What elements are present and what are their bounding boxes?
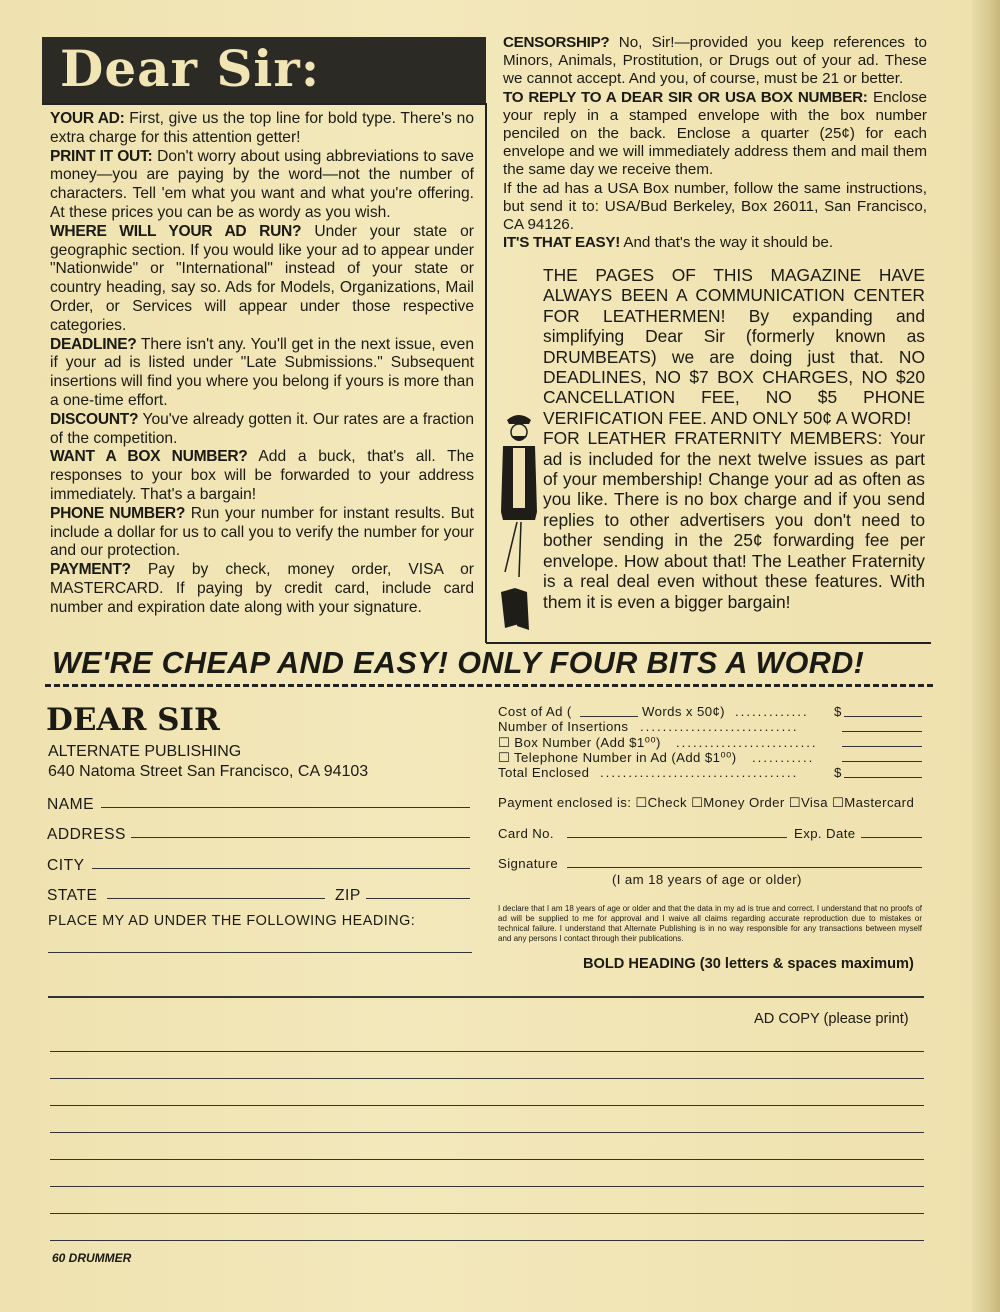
- heading-field[interactable]: [48, 952, 472, 953]
- right-column: [503, 34, 927, 252]
- paragraph: [543, 428, 925, 612]
- leader-dots: ............................: [640, 719, 799, 734]
- ad-copy-line[interactable]: [50, 1105, 924, 1106]
- paragraph-heading: PAYMENT?: [50, 561, 131, 579]
- box-number-option[interactable]: ☐ Box Number (Add $1⁰⁰): [498, 735, 661, 750]
- ad-copy-line[interactable]: [50, 1240, 924, 1241]
- ad-copy-line[interactable]: [50, 1159, 924, 1160]
- publisher-address: 640 Natoma Street San Francisco, CA 94103: [48, 763, 369, 780]
- page-edge: [972, 0, 1000, 1312]
- paragraph: [50, 505, 474, 561]
- ad-copy-line[interactable]: [50, 1132, 924, 1133]
- leader-dots: .............: [735, 704, 809, 719]
- total-dollar: $: [834, 765, 842, 780]
- paragraph-text: There isn't any. You'll get in the next issue, even if your ad is listed under "Late Submissions." Subsequent insertions will find you where you belong if yours is more than a one-time effort.: [50, 335, 474, 409]
- slogan-headline: WE'RE CHEAP AND EASY! ONLY FOUR BITS A WORD!: [52, 646, 865, 680]
- insertions-field[interactable]: [842, 731, 922, 732]
- paragraph-heading: DEADLINE?: [50, 335, 137, 353]
- banner-title: Dear Sir:: [60, 39, 321, 98]
- paragraph: [50, 336, 474, 411]
- paragraph-heading: IT'S THAT EASY!: [503, 234, 620, 252]
- leader-dots: .........................: [676, 735, 818, 750]
- paragraph-text: Your ad is included for the next twelve issues as part of your membership! Change your ad as often as you like. There is no box charge and if you send replies to other advertisers you don't need to bother sending in the 25¢ forwarding fee per envelope. How about that! The Leather Fraternity is a real deal even without these features. With them it is even a bigger bargain!: [543, 428, 925, 612]
- column-divider: [485, 103, 487, 643]
- paragraph: [50, 561, 474, 617]
- zip-field[interactable]: [366, 898, 470, 899]
- announcement-text: [543, 265, 925, 612]
- paragraph: [50, 223, 474, 336]
- heading-label: PLACE MY AD UNDER THE FOLLOWING HEADING:: [48, 913, 416, 929]
- bold-heading-field[interactable]: [48, 996, 924, 998]
- cost-words-label: Words x 50¢): [642, 704, 725, 719]
- exp-date-label: Exp. Date: [794, 826, 856, 841]
- section-rule: [486, 642, 931, 644]
- paragraph-heading: YOUR AD:: [50, 110, 125, 127]
- paragraph-text: If the ad has a USA Box number, follow the same instructions, but send it to: USA/Bud Berkeley, Box 26011, San Francisco, CA 94126.: [503, 179, 927, 234]
- paragraph-heading: PRINT IT OUT:: [50, 147, 153, 165]
- paragraph: [543, 265, 925, 428]
- payment-options[interactable]: Payment enclosed is: ☐Check ☐Money Order ☐Visa ☐Mastercard: [498, 795, 915, 810]
- paragraph-text: Under your state or geographic section. If you would like your ad to appear under "Nationwide" or "International" instead of your state or country heading, say so. Ads for Models, Organizations, Mail Order, or Services will appear under those respective categories.: [50, 222, 474, 334]
- paragraph-text: Run your number for instant results. But include a dollar for us to call you to verify the number for your and our protection.: [50, 504, 474, 560]
- paragraph-text: Enclose your reply in a stamped envelope with the box number penciled on the back. Enclose a quarter (25¢) for each envelope and we will immediately address them and mail them the same day we receive them.: [503, 88, 927, 179]
- banner-underline: [42, 103, 486, 105]
- word-count-field[interactable]: [580, 716, 638, 717]
- page-footer: 60 DRUMMER: [52, 1251, 132, 1265]
- paragraph-text: Add a buck, that's all. The responses to your box will be forwarded to your address immediately. That's a bargain!: [50, 448, 474, 503]
- box-number-field[interactable]: [842, 746, 922, 747]
- paragraph-text: First, give us the top line for bold type. There's no extra charge for this attention getter!: [50, 110, 474, 146]
- paragraph-text: No, Sir!—provided you keep references to Minors, Animals, Prostitution, or Drugs out of your ad. These we cannot accept. And you, of course, must be 21 or better.: [503, 34, 927, 88]
- age-note: (I am 18 years of age or older): [612, 872, 802, 887]
- telephone-field[interactable]: [842, 761, 922, 762]
- paragraph-text: Don't worry about using abbreviations to save money—you are paying by the word—not the number of characters. Tell 'em what you want and what you're offering. At these prices you can be as wordy as you wish.: [50, 147, 474, 221]
- paragraph-text: And that's the way it should be.: [619, 234, 834, 252]
- left-column: [50, 110, 474, 618]
- total-field[interactable]: [844, 777, 922, 778]
- paragraph: [50, 110, 474, 148]
- telephone-option[interactable]: ☐ Telephone Number in Ad (Add $1⁰⁰): [498, 750, 737, 765]
- paragraph-text: Pay by check, money order, VISA or MASTERCARD. If paying by credit card, include card number and expiration date along with your signature.: [50, 561, 474, 616]
- paragraph: [503, 180, 927, 235]
- cost-dollar: $: [834, 704, 842, 719]
- paragraph-text: You've already gotten it. Our rates are a fraction of the competition.: [50, 410, 474, 447]
- form-title: DEAR SIR: [46, 702, 220, 738]
- paragraph-heading: PHONE NUMBER?: [50, 504, 186, 522]
- state-field[interactable]: [107, 898, 325, 899]
- paragraph-heading: WHERE WILL YOUR AD RUN?: [50, 222, 302, 240]
- total-label: Total Enclosed: [498, 765, 590, 780]
- ad-copy-line[interactable]: [50, 1186, 924, 1187]
- ad-copy-label: AD COPY (please print): [754, 1011, 909, 1027]
- leader-dots: ...................................: [600, 765, 799, 780]
- publisher-name: ALTERNATE PUBLISHING: [48, 743, 242, 760]
- paragraph-text: THE PAGES OF THIS MAGAZINE HAVE ALWAYS BEEN A COMMUNICATION CENTER FOR LEATHERMEN! By expanding and simplifying Dear Sir (formerly known as DRUMBEATS) we are doing just that. NO DEADLINES, NO $7 BOX CHARGES, NO $20 CANCELLATION FEE, NO $5 PHONE VERIFICATION FEE. AND ONLY 50¢ A WORD!: [543, 265, 925, 428]
- card-number-label: Card No.: [498, 826, 554, 841]
- state-label: STATE: [47, 887, 98, 904]
- declaration-text: I declare that I am 18 years of age or older and that the data in my ad is true and correct. I understand that no proofs of ad will be supplied to me for approval and I waive all claims regarding accurate reproduction due to mistakes or technical failure. I understand that Alternate Publishing is in no way responsible for any transactions between myself and any persons I contact through their publications.: [498, 904, 922, 943]
- signature-field[interactable]: [567, 867, 922, 868]
- paragraph: [503, 89, 927, 180]
- city-field[interactable]: [92, 868, 470, 869]
- cut-line: [45, 684, 933, 687]
- name-field[interactable]: [101, 807, 470, 808]
- paragraph: [503, 34, 927, 89]
- paragraph-heading: FOR LEATHER FRATERNITY MEMBERS:: [543, 428, 883, 449]
- paragraph-heading: WANT A BOX NUMBER?: [50, 448, 248, 466]
- ad-copy-line[interactable]: [50, 1078, 924, 1079]
- card-number-field[interactable]: [567, 837, 787, 838]
- ad-copy-line[interactable]: [50, 1051, 924, 1052]
- paragraph-heading: DISCOUNT?: [50, 410, 139, 428]
- paragraph: [50, 411, 474, 449]
- paragraph: [50, 448, 474, 504]
- cost-field[interactable]: [844, 716, 922, 717]
- ad-copy-line[interactable]: [50, 1213, 924, 1214]
- cost-label: Cost of Ad (: [498, 704, 572, 719]
- leader-dots: ...........: [752, 750, 815, 765]
- signature-label: Signature: [498, 856, 559, 871]
- paragraph: [503, 234, 927, 252]
- bold-heading-label: BOLD HEADING (30 letters & spaces maximum): [583, 956, 914, 972]
- zip-label: ZIP: [335, 887, 361, 904]
- address-field[interactable]: [131, 837, 470, 838]
- insertions-label: Number of Insertions: [498, 719, 629, 734]
- exp-date-field[interactable]: [861, 837, 922, 838]
- paragraph-heading: TO REPLY TO A DEAR SIR OR USA BOX NUMBER:: [503, 88, 868, 106]
- dear-sir-banner: [42, 37, 486, 103]
- city-label: CITY: [47, 857, 85, 874]
- address-label: ADDRESS: [47, 826, 126, 843]
- paragraph: [50, 148, 474, 223]
- paragraph-heading: CENSORSHIP?: [503, 34, 610, 51]
- leatherman-figure-illustration: [497, 412, 541, 634]
- name-label: NAME: [47, 796, 95, 813]
